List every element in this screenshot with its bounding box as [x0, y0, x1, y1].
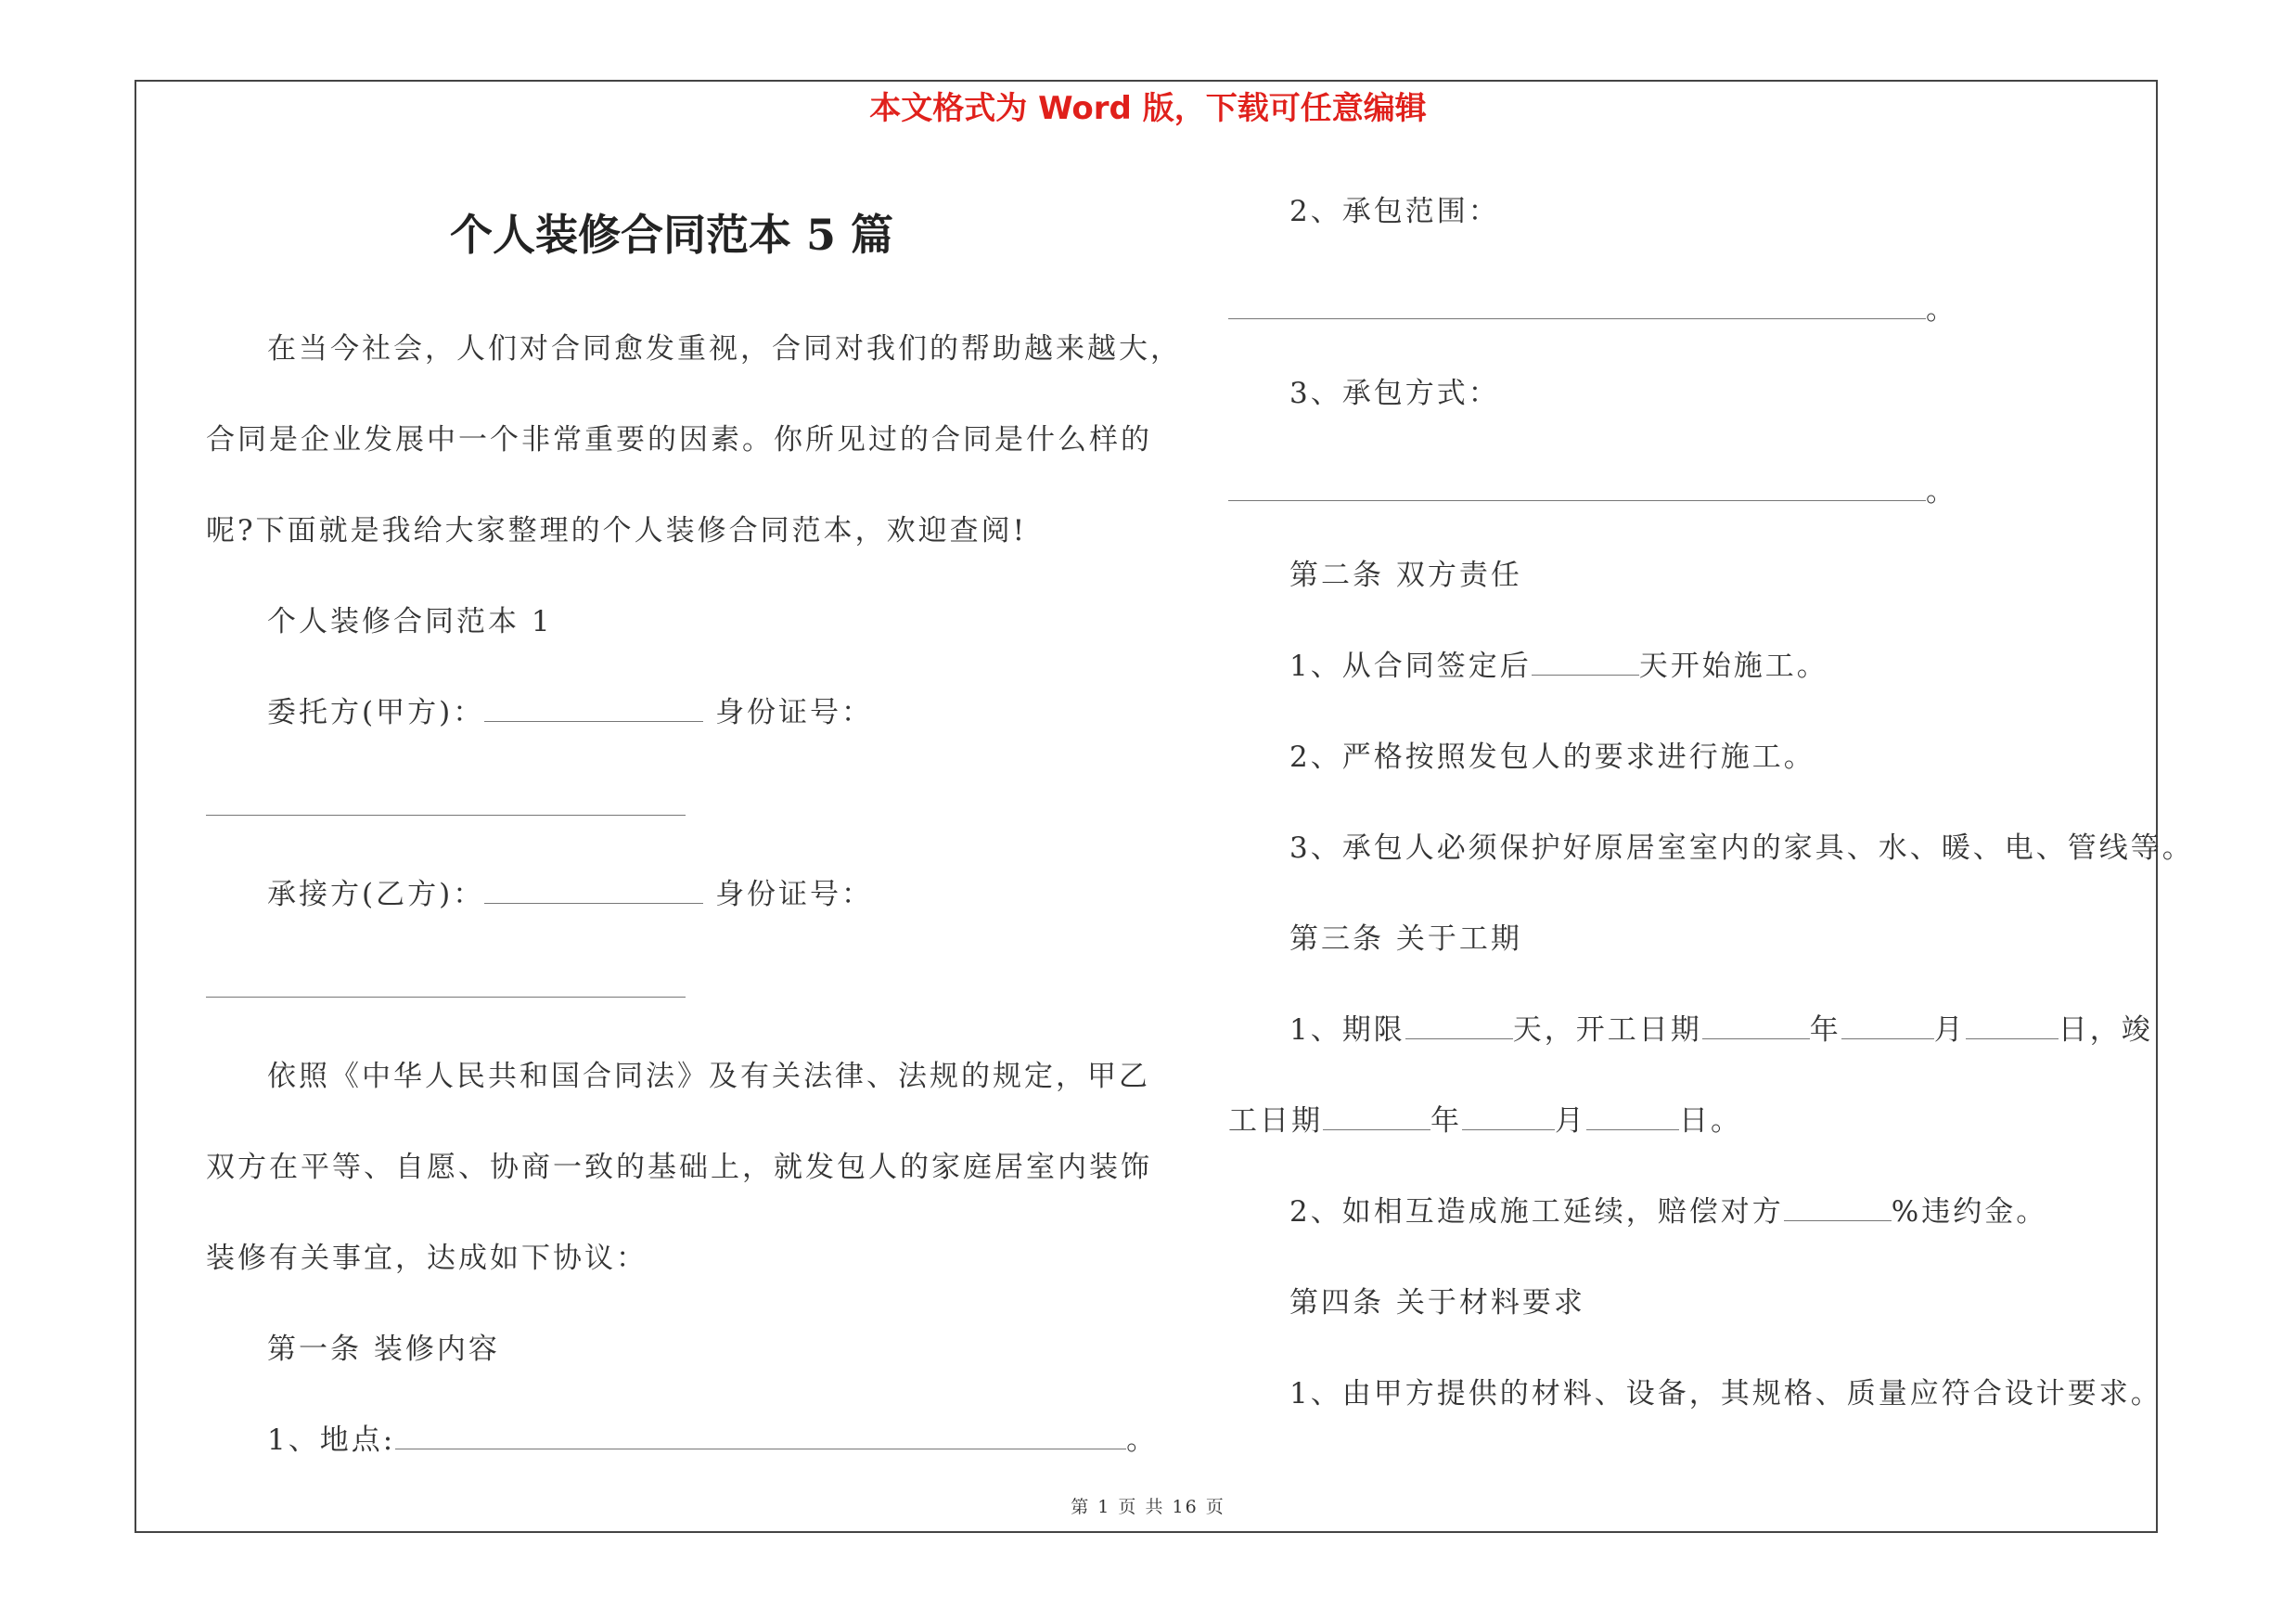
- article-4-heading: 第四条 关于材料要求: [1289, 1286, 1585, 1320]
- start-day-blank: [1966, 1014, 2059, 1039]
- intro-line-3: 呢?下面就是我给大家整理的个人装修合同范本，欢迎查阅!: [206, 514, 1028, 547]
- duty-1-start: 1、从合同签定后: [1289, 650, 1532, 683]
- party-b-id-label: 身份证号：: [715, 878, 874, 911]
- section-label: 个人装修合同范本 1: [267, 605, 553, 638]
- scope-row: [1228, 291, 1957, 328]
- location-row: [267, 1422, 1158, 1459]
- finish-day-blank: [1586, 1105, 1679, 1130]
- finish-date-label: 工日期: [1228, 1104, 1323, 1138]
- delay-label: 2、如相互造成施工延续，赔偿对方: [1289, 1195, 1784, 1229]
- intro-line-2: 合同是企业发展中一个非常重要的因素。你所见过的合同是什么样的: [206, 423, 1152, 457]
- mode-end: 。: [1926, 475, 1957, 509]
- start-month-blank: [1841, 1014, 1934, 1039]
- word-format-banner: 本文格式为 Word 版，下载可任意编辑: [869, 90, 1427, 127]
- duty-2: 2、严格按照发包人的要求进行施工。: [1289, 741, 1815, 774]
- location-end: 。: [1126, 1423, 1159, 1457]
- finish-row: [1228, 1102, 1742, 1140]
- party-a-id-blank: [206, 815, 686, 816]
- finish-year-blank: [1323, 1105, 1430, 1130]
- location-blank: [395, 1424, 1126, 1449]
- party-a-label: 委托方(甲方)：: [267, 696, 485, 729]
- scope-label: 2、承包范围：: [1289, 195, 1500, 228]
- basis-line-2: 双方在平等、自愿、协商一致的基础上，就发包人的家庭居室内装饰: [206, 1151, 1152, 1184]
- finish-year-label: 年: [1430, 1104, 1462, 1138]
- finish-day-label: 日。: [1679, 1104, 1742, 1138]
- material-1: 1、由甲方提供的材料、设备，其规格、质量应符合设计要求。: [1289, 1377, 2162, 1410]
- document-title: 个人装修合同范本 5 篇: [449, 210, 894, 260]
- scope-blank: [1228, 294, 1926, 319]
- period-row: [1289, 1011, 2153, 1049]
- intro-line-1: 在当今社会，人们对合同愈发重视，合同对我们的帮助越来越大，: [267, 332, 1182, 366]
- duty-1-end: 天开始施工。: [1638, 650, 1828, 683]
- basis-line-1: 依照《中华人民共和国合同法》及有关法律、法规的规定，甲乙: [267, 1060, 1150, 1093]
- party-b-label: 承接方(乙方)：: [267, 878, 485, 911]
- party-a-row: [267, 694, 873, 731]
- duty-3: 3、承包人必须保护好原居室室内的家具、水、暖、电、管线等。: [1289, 831, 2194, 865]
- finish-month-label: 月: [1555, 1104, 1586, 1138]
- finish-month-blank: [1462, 1105, 1555, 1130]
- period-days-blank: [1405, 1014, 1513, 1039]
- delay-end: %违约金。: [1891, 1195, 2048, 1229]
- delay-row: [1289, 1193, 2047, 1230]
- scope-end: 。: [1926, 293, 1957, 327]
- start-days-blank: [1532, 650, 1639, 676]
- start-date-label: 天，开工日期: [1512, 1013, 1702, 1047]
- location-label: 1、地点:: [267, 1423, 396, 1457]
- start-year-blank: [1702, 1014, 1810, 1039]
- article-2-heading: 第二条 双方责任: [1289, 559, 1522, 592]
- penalty-percent-blank: [1784, 1196, 1892, 1221]
- party-b-row: [267, 876, 873, 913]
- article-1-heading: 第一条 装修内容: [267, 1333, 500, 1366]
- mode-row: [1228, 473, 1957, 510]
- duty-1-row: [1289, 648, 1828, 685]
- party-b-name-blank: [484, 879, 703, 904]
- party-a-id-label: 身份证号：: [715, 696, 874, 729]
- start-month-label: 月: [1933, 1013, 1966, 1047]
- mode-label: 3、承包方式：: [1289, 377, 1500, 410]
- article-3-heading: 第三条 关于工期: [1289, 922, 1522, 956]
- mode-blank: [1228, 476, 1926, 501]
- party-a-name-blank: [484, 697, 703, 722]
- period-label: 1、期限: [1289, 1013, 1405, 1047]
- party-b-id-blank: [206, 997, 686, 998]
- start-year-label: 年: [1809, 1013, 1841, 1047]
- page-number-footer: 第 1 页 共 16 页: [1071, 1497, 1225, 1517]
- start-day-label: 日，竣: [2058, 1013, 2153, 1047]
- basis-line-3: 装修有关事宜，达成如下协议：: [206, 1242, 648, 1275]
